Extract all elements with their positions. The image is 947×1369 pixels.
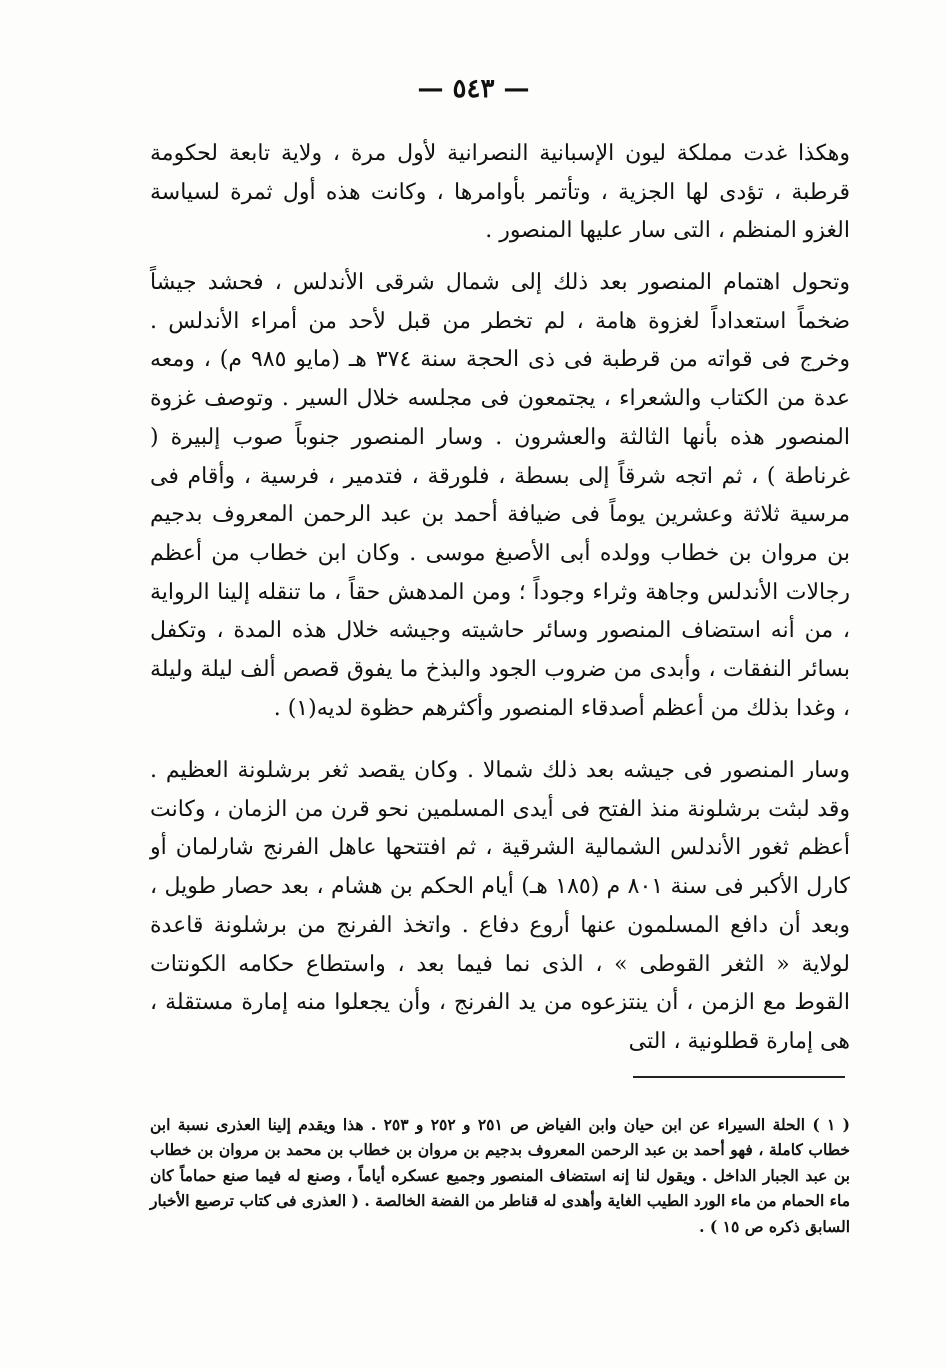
paragraph-2: وتحول اهتمام المنصور بعد ذلك إلى شمال شرقى الأندلس ، فحشد جيشاً ضخماً استعداداً لغزوة هامة ، لم تخطر من قبل لأحد من أمراء الأندلس . وخرج فى قواته من قرطبة فى ذى الحجة سنة ٣٧٤ هـ (مايو ٩٨٥ م) ، ومعه عدة من الكتاب والشعراء ، يجتمعون فى مجلسه خلال السير . وتوصف غزوة المنصور هذه بأنها الثالثة والعشرون . وسار المنصور جنوباً صوب إلبيرة ( غرناطة ) ، ثم اتجه شرقاً إلى بسطة ، فلورقة ، فتدمير ، فرسية ، وأقام فى مرسية ثلاثة وعشرين يوماً فى ضيافة أحمد بن عبد الرحمن المعروف بدجيم بن مروان بن خطاب وولده أبى الأصبغ موسى . وكان ابن خطاب من أعظم رجالات الأندلس وجاهة وثراء وجوداً ؛ ومن المدهش حقاً ، ما تنقله إلينا الرواية ، من أنه استضاف المنصور وسائر حاشيته وجيشه خلال هذه المدة ، وتكفل بسائر النفقات ، وأبدى من ضروب الجود والبذخ ما يفوق قصص ألف ليلة وليلة ، وغدا بذلك من أعظم أصدقاء المنصور وأكثرهم حظوة لديه(١) . <box>150 270 850 721</box>
paragraph-1: وهكذا غدت مملكة ليون الإسبانية النصرانية لأول مرة ، ولاية تابعة لحكومة قرطبة ، تؤدى لها الجزية ، وتأتمر بأوامرها ، وكانت هذه أول ثمرة لسياسة الغزو المنظم ، التى سار عليها المنصور . <box>150 141 850 244</box>
paragraph-3: وسار المنصور فى جيشه بعد ذلك شمالا . وكان يقصد ثغر برشلونة العظيم . وقد لبثت برشلونة منذ الفتح فى أيدى المسلمين نحو قرن من الزمان ، وكانت أعظم ثغور الأندلس الشمالية الشرقية ، ثم افتتحها عاهل الفرنج شارلمان أو كارل الأكبر فى سنة ٨٠١ م (١٨٥ هـ) أيام الحكم بن هشام ، بعد حصار طويل ، وبعد أن دافع المسلمون عنها أروع دفاع . واتخذ الفرنج من برشلونة قاعدة لولاية « الثغر القوطى » ، الذى نما فيما بعد ، واستطاع حكامه الكونتات القوط مع الزمن ، أن ينتزعوه من يد الفرنج ، وأن يجعلوا منه إمارة مستقلة ، هى إمارة قطلونية ، التى <box>150 758 850 1054</box>
footnote: ( ١ ) الحلة السيراء عن ابن حيان وابن الفياض ص ٢٥١ و ٢٥٢ و ٢٥٣ . هذا ويقدم إلينا العذرى نسبة ابن خطاب كاملة ، فهو أحمد بن عبد الرحمن المعروف بدجيم بن مروان بن خطاب بن محمد بن مروان بن خطاب بن عبد الجبار الداخل . ويقول لنا إنه استضاف المنصور وجميع عسكره أياماً ، وصنع له فيما صنع حماماً كان ماء الحمام من ماء الورد الطيب الغاية وأهدى له قناطر من الفضة الخالصة . ( العذرى فى كتاب ترصيع الأخبار السابق ذكره ص ١٥ ) . <box>150 1114 851 1236</box>
footnote-divider <box>633 1076 845 1078</box>
page-number: — ٥٤٣ — <box>417 74 530 104</box>
